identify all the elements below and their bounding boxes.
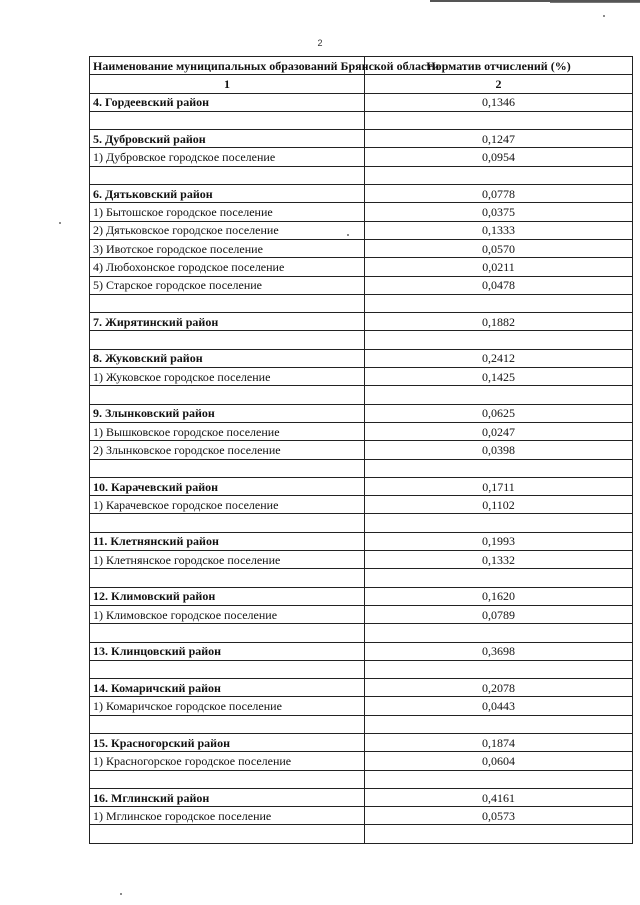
settlement-row	[90, 368, 633, 386]
scan-speck	[603, 15, 605, 17]
district-name: 11. Клетнянский район	[90, 532, 365, 550]
settlement-name: 1) Карачевское городское поселение	[90, 496, 365, 514]
empty-cell	[365, 825, 633, 843]
settlement-row	[90, 697, 633, 715]
settlement-row	[90, 422, 633, 440]
empty-cell	[365, 331, 633, 349]
rate-value: 0,1102	[365, 496, 633, 514]
spacer-row	[90, 111, 633, 129]
empty-cell	[90, 166, 365, 184]
district-row	[90, 313, 633, 331]
allocation-table	[89, 56, 633, 844]
empty-cell	[90, 825, 365, 843]
spacer-row	[90, 331, 633, 349]
settlement-name: 1) Климовское городское поселение	[90, 605, 365, 623]
empty-cell	[90, 459, 365, 477]
rate-value: 0,1711	[365, 477, 633, 495]
empty-cell	[90, 514, 365, 532]
rate-value: 0,0478	[365, 276, 633, 294]
page-number: 2	[317, 38, 323, 48]
spacer-row	[90, 386, 633, 404]
rate-value: 0,0211	[365, 258, 633, 276]
empty-cell	[365, 569, 633, 587]
spacer-row	[90, 715, 633, 733]
district-name: 13. Клинцовский район	[90, 642, 365, 660]
district-name: 16. Мглинский район	[90, 788, 365, 806]
empty-cell	[90, 624, 365, 642]
settlement-row	[90, 276, 633, 294]
empty-cell	[90, 569, 365, 587]
settlement-name: 3) Ивотское городское поселение	[90, 239, 365, 257]
district-name: 9. Злынковский район	[90, 404, 365, 422]
settlement-row	[90, 752, 633, 770]
district-row	[90, 404, 633, 422]
column-number-row	[90, 75, 633, 93]
rate-value: 0,0778	[365, 185, 633, 203]
rate-value: 0,1333	[365, 221, 633, 239]
settlement-name: 1) Жуковское городское поселение	[90, 368, 365, 386]
scan-speck	[120, 893, 122, 895]
settlement-name: 2) Дятьковское городское поселение	[90, 221, 365, 239]
rate-value: 0,0398	[365, 441, 633, 459]
district-row	[90, 93, 633, 111]
settlement-row	[90, 221, 633, 239]
empty-cell	[90, 386, 365, 404]
district-row	[90, 587, 633, 605]
district-name: 8. Жуковский район	[90, 349, 365, 367]
district-row	[90, 733, 633, 751]
settlement-row	[90, 605, 633, 623]
empty-cell	[365, 715, 633, 733]
spacer-row	[90, 770, 633, 788]
settlement-name: 2) Злынковское городское поселение	[90, 441, 365, 459]
district-name: 4. Гордеевский район	[90, 93, 365, 111]
rate-value: 0,1247	[365, 130, 633, 148]
district-row	[90, 642, 633, 660]
district-name: 7. Жирятинский район	[90, 313, 365, 331]
settlement-name: 1) Дубровское городское поселение	[90, 148, 365, 166]
rate-value: 0,1882	[365, 313, 633, 331]
settlement-row	[90, 441, 633, 459]
settlement-row	[90, 258, 633, 276]
rate-value: 0,1346	[365, 93, 633, 111]
district-row	[90, 185, 633, 203]
spacer-row	[90, 569, 633, 587]
empty-cell	[90, 111, 365, 129]
rate-value: 0,0604	[365, 752, 633, 770]
empty-cell	[90, 331, 365, 349]
empty-cell	[365, 294, 633, 312]
empty-cell	[365, 386, 633, 404]
rate-value: 0,0443	[365, 697, 633, 715]
rate-value: 0,0375	[365, 203, 633, 221]
settlement-row	[90, 496, 633, 514]
empty-cell	[365, 111, 633, 129]
spacer-row	[90, 294, 633, 312]
empty-cell	[365, 770, 633, 788]
district-name: 15. Красногорский район	[90, 733, 365, 751]
empty-cell	[90, 294, 365, 312]
rate-value: 0,1874	[365, 733, 633, 751]
settlement-name: 4) Любохонское городское поселение	[90, 258, 365, 276]
empty-cell	[90, 715, 365, 733]
rate-value: 0,1993	[365, 532, 633, 550]
empty-cell	[365, 624, 633, 642]
settlement-row	[90, 239, 633, 257]
header-municipality: Наименование муниципальных образований Брянской области	[90, 57, 365, 75]
table-body	[90, 93, 633, 843]
rate-value: 0,2412	[365, 349, 633, 367]
settlement-name: 5) Старское городское поселение	[90, 276, 365, 294]
district-name: 5. Дубровский район	[90, 130, 365, 148]
spacer-row	[90, 459, 633, 477]
district-row	[90, 349, 633, 367]
district-row	[90, 477, 633, 495]
scan-speck	[59, 222, 61, 224]
district-row	[90, 679, 633, 697]
header-rate: Норматив отчислений (%)	[365, 57, 633, 75]
settlement-row	[90, 148, 633, 166]
rate-value: 0,2078	[365, 679, 633, 697]
settlement-row	[90, 551, 633, 569]
rate-value: 0,0573	[365, 807, 633, 825]
rate-value: 0,0625	[365, 404, 633, 422]
rate-value: 0,0570	[365, 239, 633, 257]
spacer-row	[90, 624, 633, 642]
rate-value: 0,1620	[365, 587, 633, 605]
empty-cell	[90, 660, 365, 678]
settlement-name: 1) Комаричское городское поселение	[90, 697, 365, 715]
column-number-1: 1	[90, 75, 365, 93]
empty-cell	[365, 459, 633, 477]
settlement-row	[90, 203, 633, 221]
district-row	[90, 532, 633, 550]
rate-value: 0,3698	[365, 642, 633, 660]
spacer-row	[90, 166, 633, 184]
district-name: 6. Дятьковский район	[90, 185, 365, 203]
district-row	[90, 788, 633, 806]
district-name: 14. Комаричский район	[90, 679, 365, 697]
settlement-name: 1) Мглинское городское поселение	[90, 807, 365, 825]
empty-cell	[365, 166, 633, 184]
settlement-name: 1) Бытошское городское поселение	[90, 203, 365, 221]
empty-cell	[365, 514, 633, 532]
settlement-name: 1) Красногорское городское поселение	[90, 752, 365, 770]
district-row	[90, 130, 633, 148]
district-name: 10. Карачевский район	[90, 477, 365, 495]
rate-value: 0,4161	[365, 788, 633, 806]
spacer-row	[90, 660, 633, 678]
settlement-name: 1) Вышковское городское поселение	[90, 422, 365, 440]
spacer-row	[90, 514, 633, 532]
rate-value: 0,1332	[365, 551, 633, 569]
rate-value: 0,1425	[365, 368, 633, 386]
empty-cell	[365, 660, 633, 678]
scan-edge-mark-2	[550, 2, 640, 3]
rate-value: 0,0789	[365, 605, 633, 623]
rate-value: 0,0247	[365, 422, 633, 440]
rate-value: 0,0954	[365, 148, 633, 166]
district-name: 12. Климовский район	[90, 587, 365, 605]
spacer-row	[90, 825, 633, 843]
empty-cell	[90, 770, 365, 788]
settlement-row	[90, 807, 633, 825]
table-header-row	[90, 57, 633, 75]
column-number-2: 2	[365, 75, 633, 93]
settlement-name: 1) Клетнянское городское поселение	[90, 551, 365, 569]
